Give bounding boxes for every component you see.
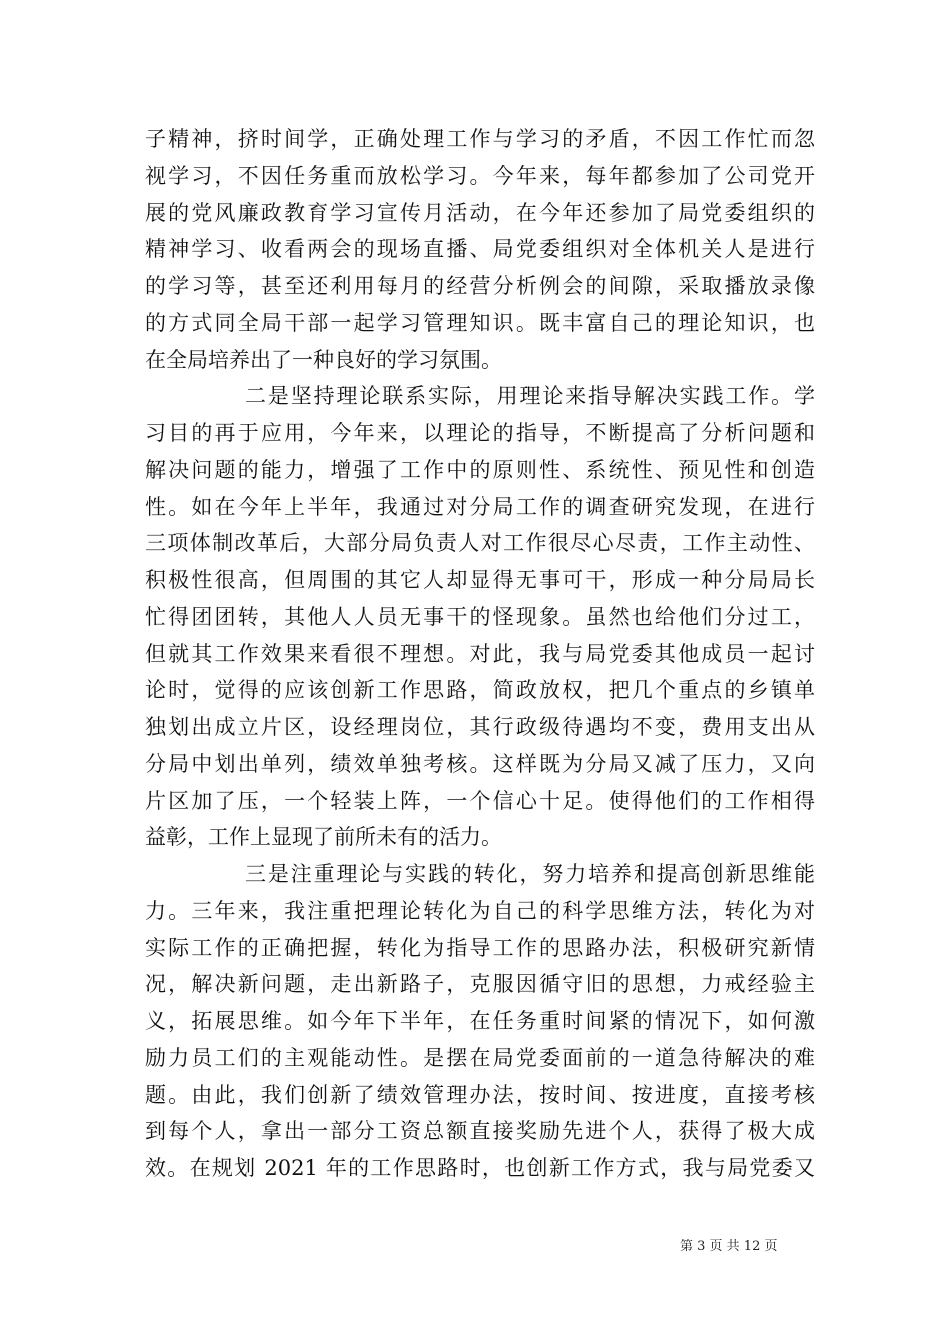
text-line: 三是注重理论与实践的转化，努力培养和提高创新思维能	[245, 862, 815, 886]
text-line: 励力员工们的主观能动性。是摆在局党委面前的一道急待解决的难	[145, 1045, 815, 1070]
text-line: 义，拓展思维。如今年下半年，在任务重时间紧的情况下，如何激	[145, 1009, 815, 1033]
text-line: 三项体制改革后，大部分局负责人对工作很尽心尽责，工作主动性、	[145, 531, 815, 556]
text-line: 论时，觉得的应该创新工作思路，简政放权，把几个重点的乡镇单	[145, 678, 815, 703]
text-line: 到每个人，拿出一部分工资总额直接奖励先进个人，获得了极大成	[145, 1119, 815, 1144]
page-number: 第 3 页 共 12 页	[680, 1239, 778, 1254]
body-text	[145, 121, 815, 1187]
text-line: 展的党风廉政教育学习宣传月活动，在今年还参加了局党委组织的	[145, 200, 815, 225]
text-line: 力。三年来，我注重把理论转化为自己的科学思维方法，转化为对	[145, 898, 815, 923]
text-line: 子精神，挤时间学，正确处理工作与学习的矛盾，不因工作忙而忽	[145, 127, 815, 151]
text-line: 习目的再于应用，今年来，以理论的指导，不断提高了分析问题和	[145, 421, 815, 445]
text-line: 解决问题的能力，增强了工作中的原则性、系统性、预见性和创造	[145, 457, 815, 482]
text-line: 但就其工作效果来看很不理想。对此，我与局党委其他成员一起讨	[145, 641, 815, 666]
text-line: 益彰，工作上显现了前所未有的活力。	[145, 825, 502, 850]
text-line: 视学习，不因任务重而放松学习。今年来，每年都参加了公司党开	[145, 163, 815, 188]
text-line: 精神学习、收看两会的现场直播、局党委组织对全体机关人是进行	[145, 237, 815, 262]
text-line: 积极性很高，但周围的其它人却显得无事可干，形成一种分局局长	[145, 568, 815, 592]
text-line: 题。由此，我们创新了绩效管理办法，按时间、按进度，直接考核	[145, 1082, 815, 1107]
text-line: 片区加了压，一个轻装上阵，一个信心十足。使得他们的工作相得	[145, 788, 815, 813]
text-line: 的学习等，甚至还利用每月的经营分析例会的间隙，采取播放录像	[145, 274, 815, 298]
text-line: 况，解决新问题，走出新路子，克服因循守旧的思想，力戒经验主	[145, 972, 815, 997]
text-line: 分局中划出单列，绩效单独考核。这样既为分局又减了压力，又向	[145, 751, 815, 776]
text-line: 性。如在今年上半年，我通过对分局工作的调查研究发现，在进行	[145, 494, 815, 519]
text-line: 独划出成立片区，设经理岗位，其行政级待遇均不变，费用支出从	[145, 715, 815, 739]
text-line: 在全局培养出了一种良好的学习氛围。	[145, 347, 502, 372]
text-line: 实际工作的正确把握，转化为指导工作的思路办法，积极研究新情	[145, 935, 815, 960]
text-line: 二是坚持理论联系实际，用理论来指导解决实践工作。学	[245, 384, 815, 409]
text-line: 效。在规划 2021 年的工作思路时，也创新工作方式，我与局党委又	[145, 1156, 815, 1180]
text-line: 忙得团团转，其他人人员无事干的怪现象。虽然也给他们分过工，	[145, 604, 815, 629]
text-line: 的方式同全局干部一起学习管理知识。既丰富自己的理论知识，也	[145, 310, 815, 335]
